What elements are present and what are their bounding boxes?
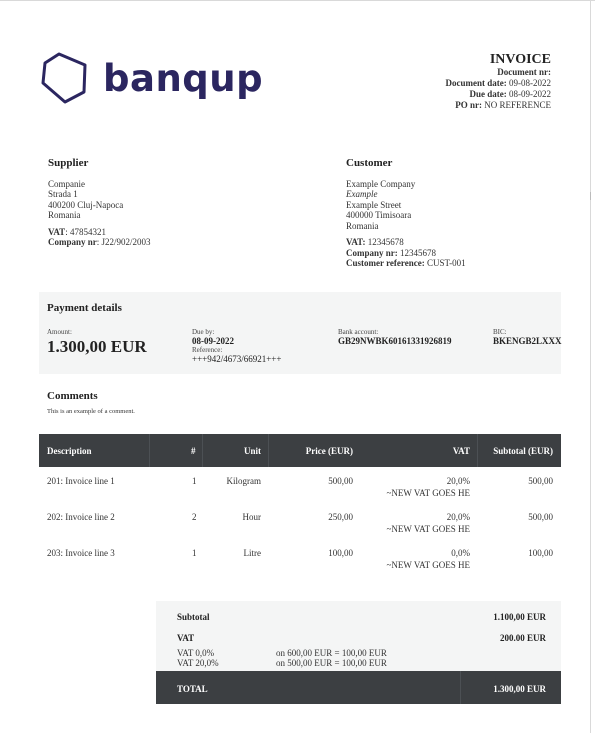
payment-amount: Amount: 1.300,00 EUR	[47, 328, 147, 356]
customer-name: Example Company	[346, 178, 416, 189]
payment-details-panel	[39, 292, 561, 374]
vat-total-value: 200.00 EUR	[499, 633, 546, 643]
bank-account-value: GB29NWBK60161331926819	[338, 336, 452, 346]
customer-vat: VAT: 12345678	[346, 237, 404, 247]
payment-bank: Bank account: GB29NWBK60161331926819	[338, 328, 452, 346]
customer-block	[346, 158, 466, 269]
payment-reference: +++942/4673/66921+++	[192, 354, 282, 364]
supplier-heading: Supplier	[48, 157, 89, 169]
col-price: Price (EUR)	[305, 446, 353, 456]
invoice-title: INVOICE	[489, 52, 551, 67]
vat-label: VAT	[177, 633, 195, 643]
subtotal-value: 1.100,00 EUR	[493, 612, 546, 622]
bic-value: BKENGB2LXXX	[493, 336, 562, 346]
customer-attention: Example	[346, 189, 378, 199]
brand-logo	[40, 50, 263, 106]
vat-line-detail: on 500,00 EUR = 100,00 EUR	[276, 658, 387, 668]
col-subtotal: Subtotal (EUR)	[493, 446, 553, 456]
subtotal-label: Subtotal	[177, 612, 210, 622]
supplier-name: Companie	[48, 178, 85, 189]
supplier-city: 400200 Cluj-Napoca	[48, 199, 124, 210]
supplier-country: Romania	[48, 210, 81, 220]
po-number: PO nr: NO REFERENCE	[455, 100, 551, 110]
payment-heading: Payment details	[47, 302, 122, 314]
total-label: TOTAL	[177, 684, 208, 694]
comments-heading: Comments	[47, 390, 98, 402]
document-date: Document date: 09-08-2022	[445, 78, 551, 88]
payment-due: Due by: 08-09-2022 Reference: +++942/4673/66921+++	[192, 328, 282, 364]
col-vat: VAT	[452, 446, 470, 456]
page-edge-mark	[590, 192, 594, 200]
total-value: 1.300,00 EUR	[493, 684, 546, 694]
supplier-vat: VAT: 47854321	[48, 226, 106, 237]
supplier-company-nr: Company nr: J22/902/2003	[48, 237, 151, 247]
page-top-border	[0, 0, 595, 3]
comments-text: This is an example of a comment.	[47, 408, 135, 415]
page-right-border	[590, 0, 591, 733]
due-date: Due date: 08-09-2022	[469, 89, 551, 99]
hexagon-logo-icon	[40, 51, 90, 105]
customer-company-nr: Company nr: 12345678	[346, 247, 437, 258]
due-value: 08-09-2022	[192, 336, 234, 346]
amount-value: 1.300,00 EUR	[47, 337, 147, 356]
invoice-lines-table	[39, 434, 561, 575]
table-row: 201: Invoice line 1 1 Kilogram 500,00 20,0% ~NEW VAT GOES HE 500,00	[47, 476, 553, 498]
col-unit: Unit	[243, 446, 261, 456]
payment-bic: BIC: BKENGB2LXXX	[493, 328, 562, 346]
col-qty: #	[191, 446, 196, 456]
table-row: 202: Invoice line 2 2 Hour 250,00 20,0% ~NEW VAT GOES HE 500,00	[47, 512, 553, 534]
totals-panel	[156, 601, 561, 704]
customer-street: Example Street	[346, 199, 402, 210]
customer-country: Romania	[346, 220, 379, 231]
table-header	[39, 434, 561, 467]
col-description: Description	[47, 446, 92, 456]
vat-line-rate: VAT 20,0%	[177, 658, 219, 668]
supplier-block	[48, 158, 151, 248]
customer-heading: Customer	[346, 157, 393, 169]
customer-city: 400000 Timisoara	[346, 210, 412, 220]
supplier-street: Strada 1	[48, 189, 78, 199]
total-bar	[156, 671, 561, 704]
vat-line-rate: VAT 0,0%	[177, 648, 215, 658]
customer-reference: Customer reference: CUST-001	[346, 258, 466, 268]
document-nr: Document nr:	[497, 67, 551, 77]
brand-name: banqup	[103, 56, 264, 100]
table-row: 203: Invoice line 3 1 Litre 100,00 0,0% ~NEW VAT GOES HE 100,00	[47, 548, 553, 570]
vat-line-detail: on 600,00 EUR = 100,00 EUR	[276, 648, 387, 658]
invoice-header	[446, 52, 552, 111]
comments-section	[47, 390, 135, 415]
